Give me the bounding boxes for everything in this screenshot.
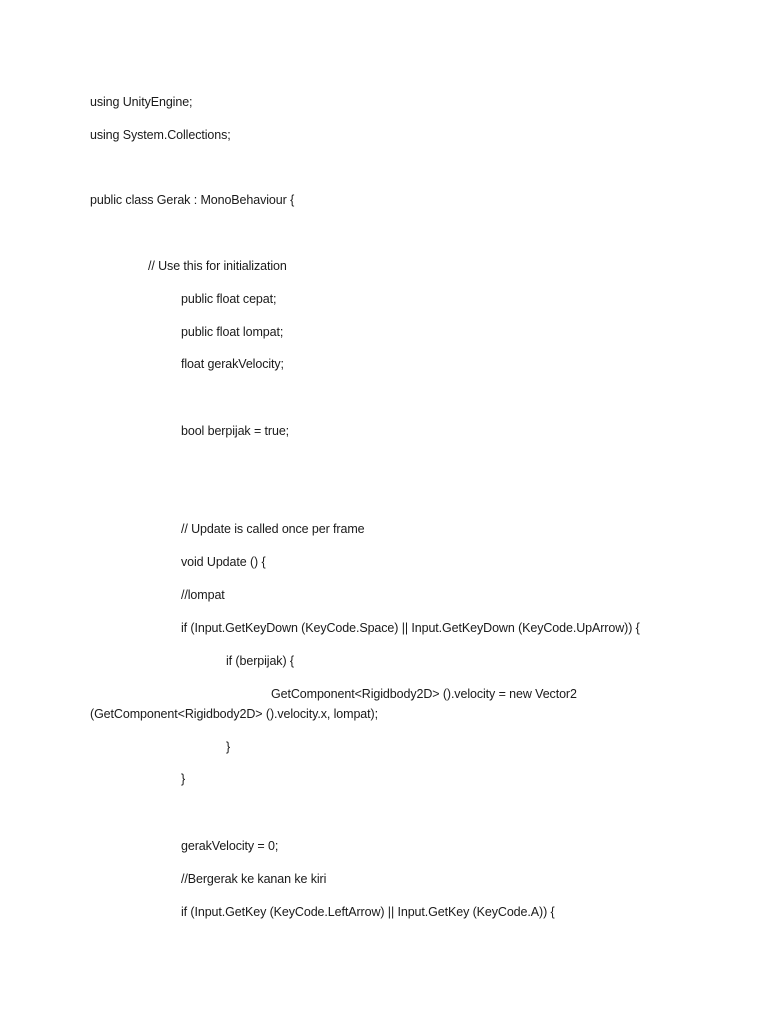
code-line-if-keydown: if (Input.GetKeyDown (KeyCode.Space) || Input.GetKeyDown (KeyCode.UpArrow)) { bbox=[181, 621, 640, 635]
code-line-comment-update: // Update is called once per frame bbox=[181, 522, 365, 536]
code-line-using-unityengine: using UnityEngine; bbox=[90, 95, 193, 109]
code-line-field-lompat: public float lompat; bbox=[181, 325, 284, 339]
code-line-field-gerakvelocity: float gerakVelocity; bbox=[181, 357, 284, 371]
code-line-if-getkey-left: if (Input.GetKey (KeyCode.LeftArrow) || Input.GetKey (KeyCode.A)) { bbox=[181, 905, 555, 919]
code-line-getcomponent-velocity: GetComponent<Rigidbody2D> ().velocity = new Vector2 bbox=[271, 687, 577, 701]
code-line-getcomponent-velocity-continued: (GetComponent<Rigidbody2D> ().velocity.x, lompat); bbox=[90, 707, 378, 721]
code-line-using-system-collections: using System.Collections; bbox=[90, 128, 231, 142]
code-line-close-brace-outer: } bbox=[181, 772, 186, 786]
code-line-field-cepat: public float cepat; bbox=[181, 292, 277, 306]
code-line-if-berpijak: if (berpijak) { bbox=[226, 654, 294, 668]
code-line-comment-initialization: // Use this for initialization bbox=[148, 259, 287, 273]
code-line-field-berpijak: bool berpijak = true; bbox=[181, 424, 290, 438]
code-line-comment-lompat: //lompat bbox=[181, 588, 225, 602]
code-line-gerakvelocity-zero: gerakVelocity = 0; bbox=[181, 839, 279, 853]
code-line-void-update: void Update () { bbox=[181, 555, 266, 569]
code-line-close-brace-inner: } bbox=[226, 740, 231, 754]
code-line-class-declaration: public class Gerak : MonoBehaviour { bbox=[90, 193, 295, 207]
code-line-comment-bergerak: //Bergerak ke kanan ke kiri bbox=[181, 872, 327, 886]
